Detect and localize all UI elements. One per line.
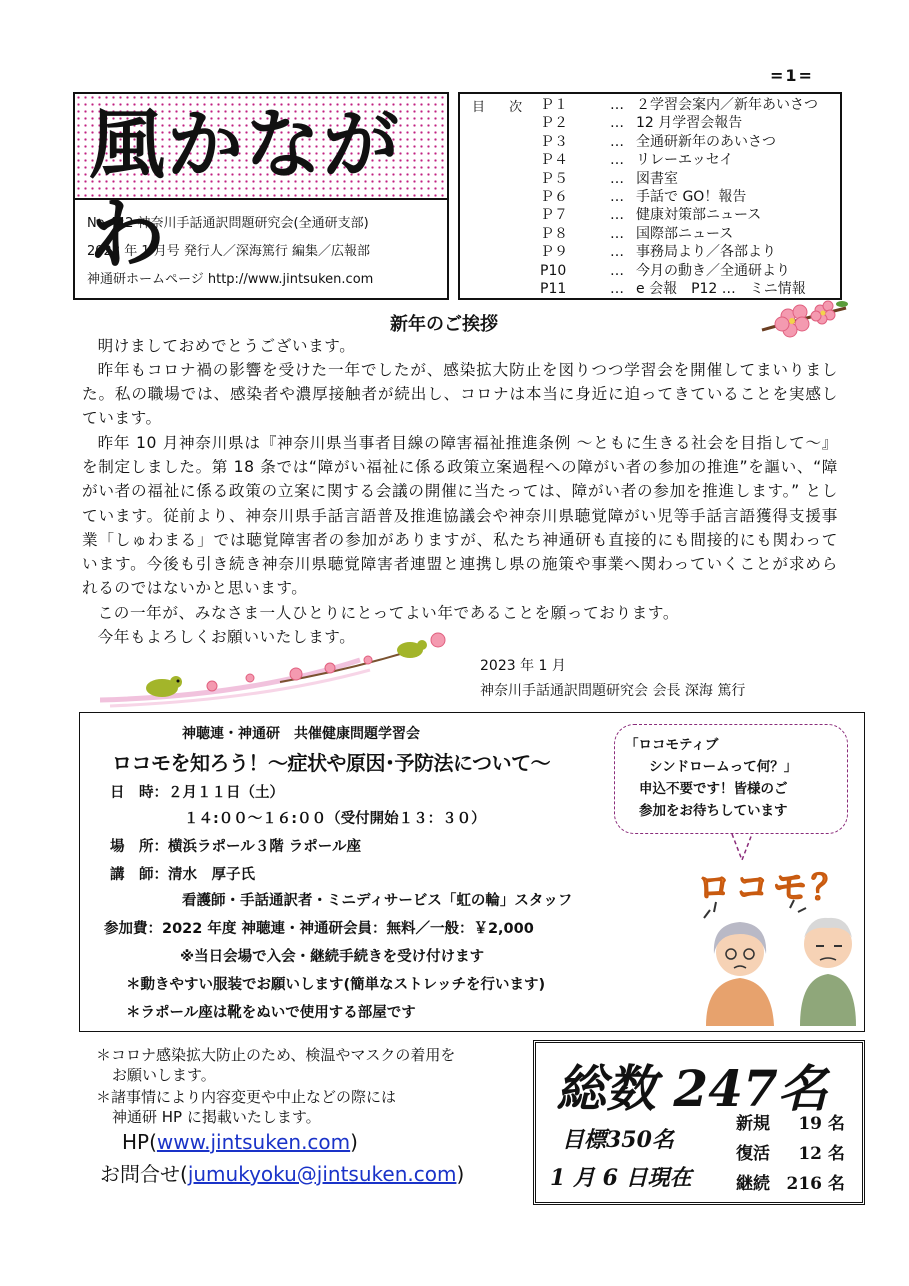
total-label: 総数 <box>556 1059 656 1118</box>
bubble-line-2: シンドロームって何？」 <box>649 759 798 775</box>
membership-counter <box>533 1040 865 1205</box>
date-label: 日 時： <box>110 785 168 801</box>
toc-title: 国際部ニュース <box>636 225 734 242</box>
toc-dots: … <box>610 244 624 261</box>
note-line-4: 神通研 HP に掲載いたします。 <box>112 1108 321 1126</box>
toc-page: Ｐ５ <box>540 170 568 187</box>
toc-title: e 会報 P12 … ミニ情報 <box>636 281 806 297</box>
toc-page: Ｐ８ <box>540 225 568 242</box>
lecturer-role: 看護師・手話通訳者・ミニディサービス「虹の輪」スタッフ <box>182 893 573 909</box>
toc-title: 健康対策部ニュース <box>636 207 762 224</box>
elderly-couple-icon <box>700 898 860 1028</box>
membership-row-unit: 名 <box>827 1174 845 1194</box>
note-line-3: ＊諸事情により内容変更や中止などの際には <box>96 1088 397 1106</box>
toc-page: Ｐ１ <box>540 97 568 113</box>
membership-row-unit: 名 <box>827 1144 845 1164</box>
time-value: １４:００～１６:００（受付開始１３：３０） <box>184 811 486 827</box>
toc-item <box>540 151 733 169</box>
speech-bubble <box>614 724 848 834</box>
toc-dots: … <box>610 152 624 169</box>
toc-dots: … <box>610 225 624 242</box>
table-of-contents <box>458 92 842 300</box>
lecturer-value: 清水 厚子氏 <box>168 867 255 883</box>
greeting-date: 2023 年 1 月 <box>480 658 566 674</box>
toc-page: P11 <box>540 281 567 297</box>
toc-title: 図書室 <box>636 170 678 187</box>
membership-row-label: 新規 <box>736 1114 770 1134</box>
toc-item <box>540 170 678 188</box>
toc-page: Ｐ４ <box>540 152 568 169</box>
greeting-p3: 昨年 10 月神奈川県は『神奈川県当事者目線の障害福祉推進条例 ～ともに生きる社会を目指して～』を制定しました。第 18 条では“障がい福祉に係る政策立案過程への障がい者の参加の推進”を謳い、“障がい者の福祉に係る政策の立案に関する会議の開催に当たっては、障がい者の参加を推進します。” としています。従前より、神奈川県手話言語普及推進協議会や神奈川県聴覚障がい児等手話言語獲得支援事業「しゅわまる」では聴覚障害者の参加がありますが、私たち神通研も直接的にも間接的にも関わっています。今後も引き続き神奈川県聴覚障害者連盟と連携し県の施策や事業へ関わっていくことが求められるのではないかと思います。 <box>82 434 838 598</box>
membership-row <box>736 1109 845 1134</box>
greeting-p5: 今年もよろしくお願いいたします。 <box>97 628 356 646</box>
toc-title: リレーエッセイ <box>636 152 734 169</box>
fee-note: ※当日会場で入会・継続手続きを受け付けます <box>180 949 485 965</box>
greeting-title: 新年のご挨拶 <box>390 314 498 335</box>
note-line-2: お願いします。 <box>112 1066 216 1084</box>
toc-title: 事務局より／各部より <box>636 244 776 261</box>
toc-page: P10 <box>540 262 567 279</box>
date-line: 2023 年 1 月号 発行人／深海篤行 編集／広報部 <box>87 244 371 259</box>
toc-page: Ｐ３ <box>540 133 568 150</box>
toc-title: ２学習会案内／新年あいさつ <box>636 97 818 113</box>
membership-row-label: 継続 <box>736 1174 770 1194</box>
contact-label: お問合せ( <box>100 1162 188 1186</box>
membership-row-value: 216 <box>786 1174 822 1194</box>
total-unit: 名 <box>777 1059 828 1118</box>
greeting-p4: この一年が、みなさま一人ひとりにとってよい年であることを願っております。 <box>97 604 680 622</box>
hp-close: ) <box>350 1130 358 1154</box>
event-subtitle: 神聴連・神通研 共催健康問題学習会 <box>182 726 420 742</box>
toc-dots: … <box>610 189 624 205</box>
toc-item <box>540 206 761 224</box>
toc-dots: … <box>610 170 624 187</box>
contact-line <box>100 1158 464 1187</box>
greeting-p1: 明けましておめでとうございます。 <box>97 337 356 355</box>
place-value: 横浜ラポール３階 ラポール座 <box>168 839 361 855</box>
toc-item <box>540 96 818 114</box>
toc-page: Ｐ９ <box>540 244 568 261</box>
toc-title: 全通研新年のあいさつ <box>636 133 776 150</box>
toc-item <box>540 243 776 261</box>
lecturer-label: 講 師： <box>110 867 168 883</box>
contact-close: ) <box>456 1162 465 1186</box>
homepage-line <box>122 1130 358 1154</box>
toc-item <box>540 225 733 243</box>
toc-item <box>540 188 746 206</box>
place-label: 場 所： <box>110 839 168 855</box>
contact-email-link[interactable]: jumukyoku@jintsuken.com <box>187 1162 457 1186</box>
greeting-signature: 神奈川手話通訳問題研究会 会長 深海 篤行 <box>480 683 746 699</box>
bubble-line-3: 申込不要です！皆様のご <box>639 781 788 797</box>
bubble-line-1: 「ロコモティブ <box>625 737 719 753</box>
page-number: =1= <box>770 66 814 85</box>
issue-line: No.442 神奈川手話通訳問題研究会(全通研支部) <box>87 216 369 231</box>
web-line: 神通研ホームページ http://www.jintsuken.com <box>87 272 374 287</box>
bubble-line-4: 参加をお待ちしています <box>639 803 788 819</box>
toc-dots: … <box>610 97 624 113</box>
toc-item <box>540 114 742 132</box>
toc-title: 手話で GO！報告 <box>636 189 747 205</box>
membership-as-of: 1 月 6 日現在 <box>550 1165 692 1191</box>
note-line-1: ＊コロナ感染拡大防止のため、検温やマスクの着用を <box>96 1046 456 1064</box>
locomo-question-text: ロコモ？ <box>697 868 849 908</box>
membership-row <box>736 1139 845 1164</box>
warbler-blossom-illustration <box>100 630 460 712</box>
masthead <box>73 92 449 300</box>
toc-dots: … <box>610 207 624 224</box>
membership-row-value: 19 <box>798 1114 822 1134</box>
greeting-p2: 昨年もコロナ禍の影響を受けた一年でしたが、感染拡大防止を図りつつ学習会を開催してまいりました。私の職場では、感染者や濃厚接触者が続出し、コロナは本当に身近に迫ってきていることを実感しています。 <box>82 361 838 428</box>
toc-title: 12 月学習会報告 <box>636 115 743 132</box>
toc-dots: … <box>610 262 624 279</box>
membership-row <box>736 1169 845 1194</box>
membership-goal: 目標350名 <box>562 1127 674 1153</box>
toc-page: Ｐ７ <box>540 207 568 224</box>
toc-title: 今月の動き／全通研より <box>636 262 790 279</box>
event-note-2: ＊ラポール座は靴をぬいで使用する部屋です <box>126 1005 416 1021</box>
membership-row-value: 12 <box>798 1144 822 1164</box>
event-title: ロコモを知ろう！～症状や原因･予防法について～ <box>112 751 551 775</box>
toc-dots: … <box>610 281 624 297</box>
total-value: 247 <box>673 1059 778 1118</box>
toc-page: Ｐ６ <box>540 189 568 205</box>
fee-label: 参加費： <box>104 921 162 937</box>
toc-page: Ｐ２ <box>540 115 568 132</box>
toc-dots: … <box>610 115 624 132</box>
toc-heading: 目 次 <box>472 100 533 115</box>
membership-row-unit: 名 <box>827 1114 845 1134</box>
membership-row-label: 復活 <box>736 1144 770 1164</box>
toc-item <box>540 133 776 151</box>
date-value: ２月１１日（土） <box>168 785 284 801</box>
fee-value: 2022 年度 神聴連・神通研会員：無料／一般：￥2,000 <box>162 921 534 937</box>
event-note-1: ＊動きやすい服装でお願いします(簡単なストレッチを行います) <box>126 977 546 993</box>
hp-label: HP( <box>122 1130 157 1154</box>
homepage-link[interactable]: www.jintsuken.com <box>156 1130 351 1154</box>
toc-item <box>540 262 790 280</box>
toc-dots: … <box>610 133 624 150</box>
newsletter-title: 風かながわ <box>89 100 401 279</box>
